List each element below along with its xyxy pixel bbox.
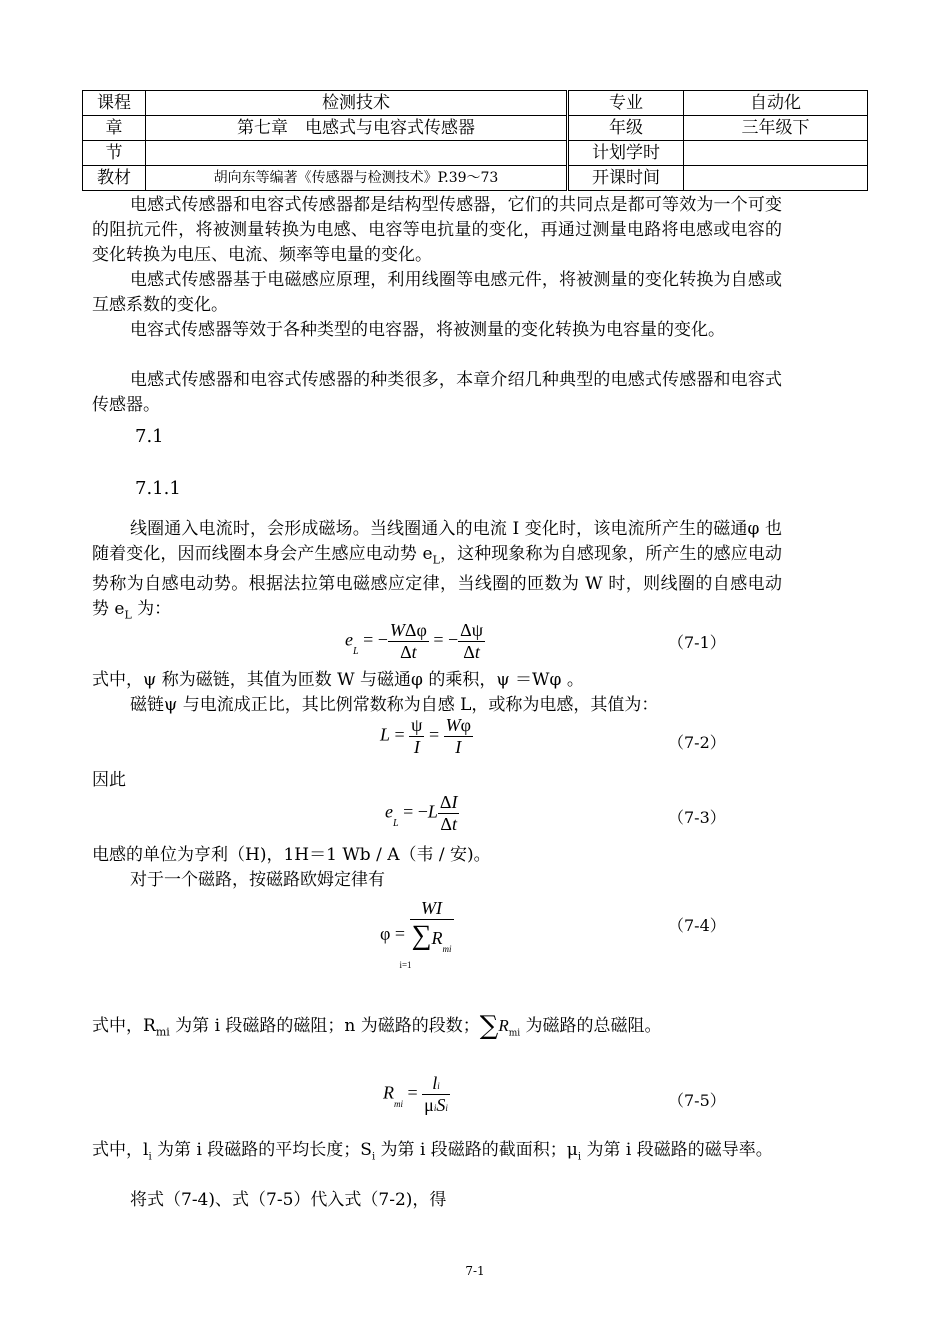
value-course: 检测技术 bbox=[146, 91, 568, 116]
equation-number-7-1: （7-1） bbox=[668, 633, 726, 652]
inductance-definition: 磁链ψ 与电流成正比，其比例常数称为自感 L，或称为电感，其值为： bbox=[130, 695, 659, 715]
reluctance-explanation: 式中，$R_{mi}$ 为第 i 段磁路的磁阻；n 为磁路的段数；$\sum R_{mi}$ 为磁路的总磁阻。 bbox=[92, 1011, 662, 1041]
equation-number-7-2: （7-2） bbox=[668, 733, 726, 752]
equation-7-5: $R_{mi}$ = $\frac{li}{\text{μiSi}}$ bbox=[383, 1073, 448, 1115]
magnetic-path-explanation: 式中，$l_i$ 为第 i 段磁路的平均长度；$S_i$ 为第 i 段磁路的截面积；$\mu_i$ 为第 i 段磁路的磁导率。 bbox=[92, 1140, 773, 1163]
section-heading-7-1-1: 7.1.1 bbox=[135, 478, 181, 499]
page-number: 7-1 bbox=[465, 1264, 485, 1278]
value-section bbox=[146, 141, 568, 166]
equation-number-7-3: （7-3） bbox=[668, 808, 726, 827]
intro-paragraph-3: 电容式传感器等效于各种类型的电容器，将被测量的变化转换为电容量的变化。 bbox=[130, 320, 725, 340]
equation-7-1: $e_L$ = − $\frac{\text{WΔφ}}{\Delta t}$ = − $\frac{\Delta\psi}{\Delta t}$ bbox=[345, 620, 483, 662]
label-section: 节 bbox=[83, 141, 146, 166]
value-hours bbox=[684, 141, 868, 166]
intro-paragraph-4: 电感式传感器和电容式传感器的种类很多，本章介绍几种典型的电感式传感器和电容式传感器。 bbox=[92, 370, 782, 415]
label-textbook: 教材 bbox=[83, 166, 146, 191]
therefore-text: 因此 bbox=[92, 770, 126, 790]
equation-number-7-5: （7-5） bbox=[668, 1091, 726, 1110]
equation-7-3: $e_L = -L$ $\frac{\Delta I}{\Delta t}$ bbox=[385, 792, 458, 834]
label-major: 专业 bbox=[568, 91, 684, 116]
course-info-table bbox=[82, 90, 868, 191]
label-course: 课程 bbox=[83, 91, 146, 116]
label-grade: 年级 bbox=[568, 116, 684, 141]
inductance-unit: 电感的单位为亨利（H)，1H＝1 Wb / A（韦 / 安)。 bbox=[92, 845, 491, 865]
value-textbook: 胡向东等编著《传感器与检测技术》P.39～73 bbox=[146, 166, 568, 191]
label-start-time: 开课时间 bbox=[568, 166, 684, 191]
value-grade: 三年级下 bbox=[684, 116, 868, 141]
intro-paragraph-2: 电感式传感器基于电磁感应原理，利用线圈等电感元件，将被测量的变化转换为自感或互感系数的变化。 bbox=[92, 270, 782, 315]
value-chapter: 第七章 电感式与电容式传感器 bbox=[146, 116, 568, 141]
magnetic-ohm-law-intro: 对于一个磁路，按磁路欧姆定律有 bbox=[130, 870, 385, 890]
label-chapter: 章 bbox=[83, 116, 146, 141]
label-hours: 计划学时 bbox=[568, 141, 684, 166]
flux-linkage-definition: 式中，ψ 称为磁链，其值为匝数 W 与磁通φ 的乘积，ψ ＝Wφ 。 bbox=[92, 670, 584, 690]
self-inductance-paragraph: 线圈通入电流时，会形成磁场。当线圈通入的电流 I 变化时，该电流所产生的磁通φ 也随着变化，因而线圈本身会产生感应电动势 $e_L$，这种现象称为自感现象，所产生的感应电动势称为自感电动势。根据法拉第电磁感应定律，当线圈的匝数为 W 时，则线圈的自感电动势 $e_L$ 为： bbox=[92, 519, 782, 622]
equation-number-7-4: （7-4） bbox=[668, 916, 726, 935]
substitution-text: 将式（7-4)、式（7-5）代入式（7-2)，得 bbox=[130, 1190, 447, 1210]
intro-paragraph-1: 电感式传感器和电容式传感器都是结构型传感器，它们的共同点是都可等效为一个可变的阻抗元件，将被测量转换为电感、电容等电抗量的变化，再通过测量电路将电感或电容的变化转换为电压、电流、频率等电量的变化。 bbox=[92, 195, 782, 265]
value-major: 自动化 bbox=[684, 91, 868, 116]
equation-7-2: L = $\frac{\psi}{I}$ = $\frac{W\varphi}{I}$ bbox=[380, 715, 471, 757]
section-heading-7-1: 7.1 bbox=[135, 426, 164, 447]
equation-7-4: φ = WI $\sum R_{mi}$ i=1 bbox=[380, 898, 452, 970]
value-start-time bbox=[684, 166, 868, 191]
